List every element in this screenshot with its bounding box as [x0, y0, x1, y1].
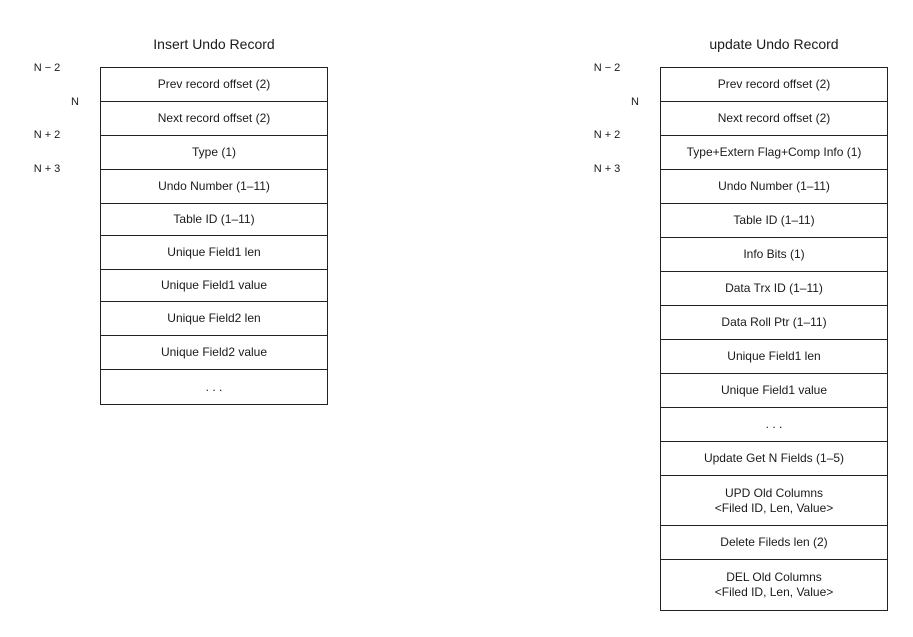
field-label: Next record offset (2)	[157, 111, 271, 125]
field-label: UPD Old Columns <Filed ID, Len, Value>	[714, 485, 834, 515]
update-offset-labels	[560, 0, 660, 200]
offset-label: N	[631, 96, 639, 108]
record-field	[661, 560, 887, 610]
field-label: Unique Field2 len	[167, 311, 261, 325]
field-label: Type+Extern Flag+Comp Info (1)	[686, 145, 862, 159]
update-record-box	[660, 67, 888, 611]
record-field	[101, 204, 327, 236]
field-label: Next record offset (2)	[717, 111, 831, 125]
record-field	[101, 302, 327, 336]
offset-label: N − 2	[593, 62, 621, 74]
field-label: Unique Field1 len	[167, 245, 261, 259]
record-field	[101, 270, 327, 302]
record-field	[661, 238, 887, 272]
field-label: Unique Field2 value	[160, 345, 268, 359]
field-label: Undo Number (1–11)	[718, 179, 830, 193]
record-field	[661, 408, 887, 442]
field-label: Unique Field1 value	[160, 278, 268, 292]
record-field	[101, 136, 327, 170]
offset-label: N + 3	[33, 163, 61, 175]
field-label: DEL Old Columns <Filed ID, Len, Value>	[714, 570, 834, 599]
record-field	[661, 136, 887, 170]
record-field	[661, 374, 887, 408]
offset-label: N + 2	[33, 129, 61, 141]
record-field	[101, 236, 327, 270]
field-label: Update Get N Fields (1–5)	[703, 451, 845, 465]
field-label: Prev record offset (2)	[157, 77, 271, 91]
record-field	[101, 102, 327, 136]
record-field	[661, 68, 887, 102]
record-field	[101, 170, 327, 204]
record-field	[661, 442, 887, 476]
field-label: . . .	[205, 379, 223, 394]
field-label: Type (1)	[191, 145, 236, 159]
insert-offset-labels	[0, 0, 100, 200]
field-label: . . .	[765, 417, 783, 431]
record-field	[101, 336, 327, 370]
record-field	[661, 340, 887, 374]
record-field	[661, 306, 887, 340]
record-field	[661, 272, 887, 306]
insert-diagram-title: Insert Undo Record	[153, 36, 275, 52]
record-field	[101, 68, 327, 102]
field-label: Info Bits (1)	[743, 247, 805, 261]
insert-record-box	[100, 67, 328, 405]
field-label: Undo Number (1–11)	[158, 179, 270, 193]
record-field	[661, 170, 887, 204]
offset-label: N + 3	[593, 163, 621, 175]
field-label: Unique Field1 len	[727, 349, 821, 363]
field-label: Delete Fileds len (2)	[720, 535, 828, 549]
record-field	[661, 204, 887, 238]
record-field	[661, 526, 887, 560]
field-label: Unique Field1 value	[720, 383, 828, 397]
record-field	[101, 370, 327, 404]
field-label: Table ID (1–11)	[733, 213, 815, 227]
offset-label: N − 2	[33, 62, 61, 74]
field-label: Prev record offset (2)	[717, 77, 831, 91]
update-diagram-title: update Undo Record	[709, 36, 839, 52]
offset-label: N + 2	[593, 129, 621, 141]
record-field	[661, 102, 887, 136]
update-undo-record-diagram	[560, 0, 913, 637]
field-label: Data Trx ID (1–11)	[725, 281, 823, 295]
offset-label: N	[71, 96, 79, 108]
insert-undo-record-diagram	[0, 0, 340, 420]
field-label: Table ID (1–11)	[173, 212, 255, 226]
record-field	[661, 476, 887, 526]
field-label: Data Roll Ptr (1–11)	[721, 315, 827, 329]
